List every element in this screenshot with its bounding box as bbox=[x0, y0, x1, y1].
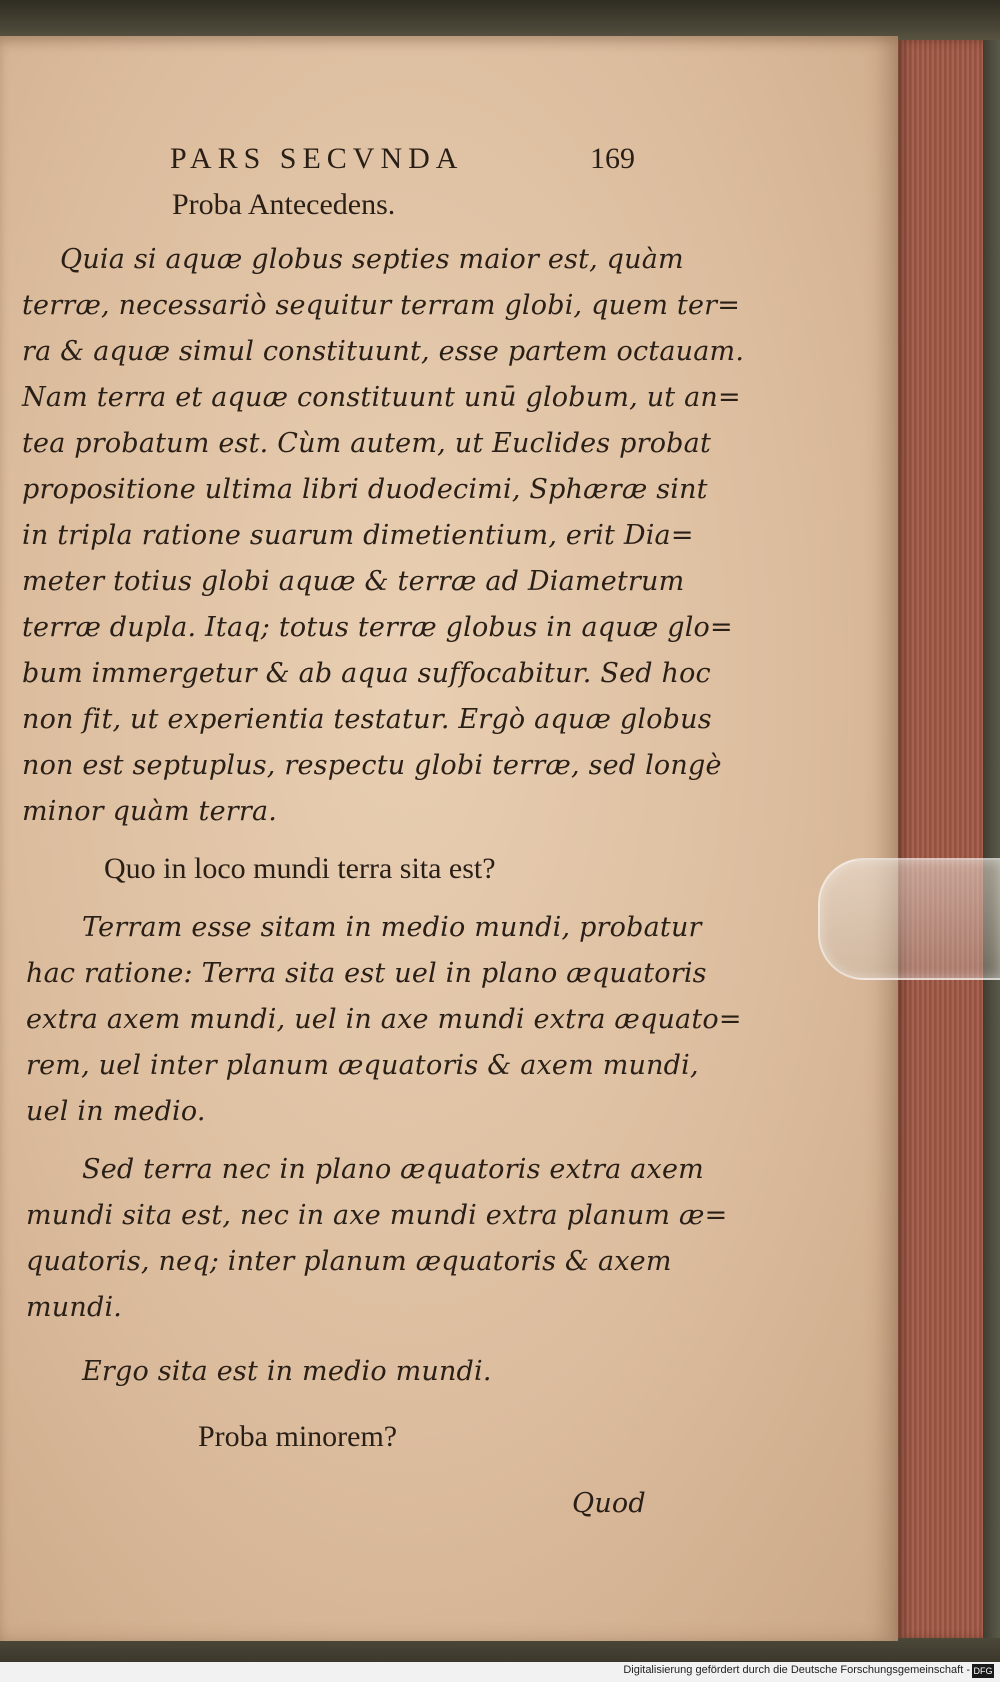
running-head: PARS SECVNDA bbox=[170, 142, 464, 175]
paragraph-1-line: terræ, necessariò sequitur terram globi, quem ter= bbox=[22, 290, 741, 321]
paragraph-1-line: bum immergetur & ab aqua suffocabitur. Sed hoc bbox=[22, 658, 711, 689]
paragraph-1-line: ra & aquæ simul constituunt, esse partem octauam. bbox=[22, 336, 745, 367]
paragraph-4: Ergo sita est in medio mundi. bbox=[82, 1356, 492, 1387]
heading-proba-antecedens: Proba Antecedens. bbox=[172, 188, 396, 221]
heading-quo-in-loco: Quo in loco mundi terra sita est? bbox=[104, 852, 496, 885]
paragraph-2-line: hac ratione: Terra sita est uel in plano æquatoris bbox=[26, 958, 707, 989]
paragraph-1-line: Nam terra et aquæ constituunt unū globum, ut an= bbox=[22, 382, 741, 413]
paragraph-1-line: in tripla ratione suarum dimetientium, erit Dia= bbox=[22, 520, 694, 551]
paragraph-1-line: non est septuplus, respectu globi terræ, sed longè bbox=[22, 750, 722, 781]
paragraph-2-line: uel in medio. bbox=[26, 1096, 206, 1127]
paragraph-3-line: Sed terra nec in plano æquatoris extra axem bbox=[82, 1154, 704, 1185]
paragraph-3-line: mundi. bbox=[26, 1292, 123, 1323]
paragraph-1-line: propositione ultima libri duodecimi, Sphæræ sint bbox=[22, 474, 708, 505]
book-page bbox=[0, 36, 898, 1641]
paragraph-1-line: non fit, ut experientia testatur. Ergò aquæ globus bbox=[22, 704, 712, 735]
book-cover-right bbox=[983, 40, 1000, 1640]
bookmark-clip bbox=[818, 858, 1000, 980]
paragraph-2-line: rem, uel inter planum æquatoris & axem mundi, bbox=[26, 1050, 699, 1081]
dfg-logo-icon: DFG bbox=[973, 1666, 993, 1676]
paragraph-1-line: tea probatum est. Cùm autem, ut Euclides probat bbox=[22, 428, 712, 459]
paragraph-1-line: minor quàm terra. bbox=[22, 796, 278, 827]
paragraph-2-line: extra axem mundi, uel in axe mundi extra æquato= bbox=[26, 1004, 742, 1035]
paragraph-1-line: meter totius globi aquæ & terræ ad Diametrum bbox=[22, 566, 685, 597]
paragraph-1-line: terræ dupla. Itaq; totus terræ globus in aquæ glo= bbox=[22, 612, 733, 643]
paragraph-2-line: Terram esse sitam in medio mundi, probatur bbox=[82, 912, 702, 943]
page-number: 169 bbox=[590, 142, 635, 175]
catchword: Quod bbox=[572, 1488, 646, 1519]
paragraph-3-line: mundi sita est, nec in axe mundi extra planum æ= bbox=[26, 1200, 728, 1231]
heading-proba-minorem: Proba minorem? bbox=[198, 1420, 398, 1453]
paragraph-1-line: Quia si aquæ globus septies maior est, quàm bbox=[60, 244, 684, 275]
page-edges bbox=[895, 40, 983, 1640]
paragraph-3-line: quatoris, neq; inter planum æquatoris & axem bbox=[26, 1246, 672, 1277]
footer-credit: Digitalisierung gefördert durch die Deutsche Forschungsgemeinschaft - bbox=[623, 1664, 970, 1676]
